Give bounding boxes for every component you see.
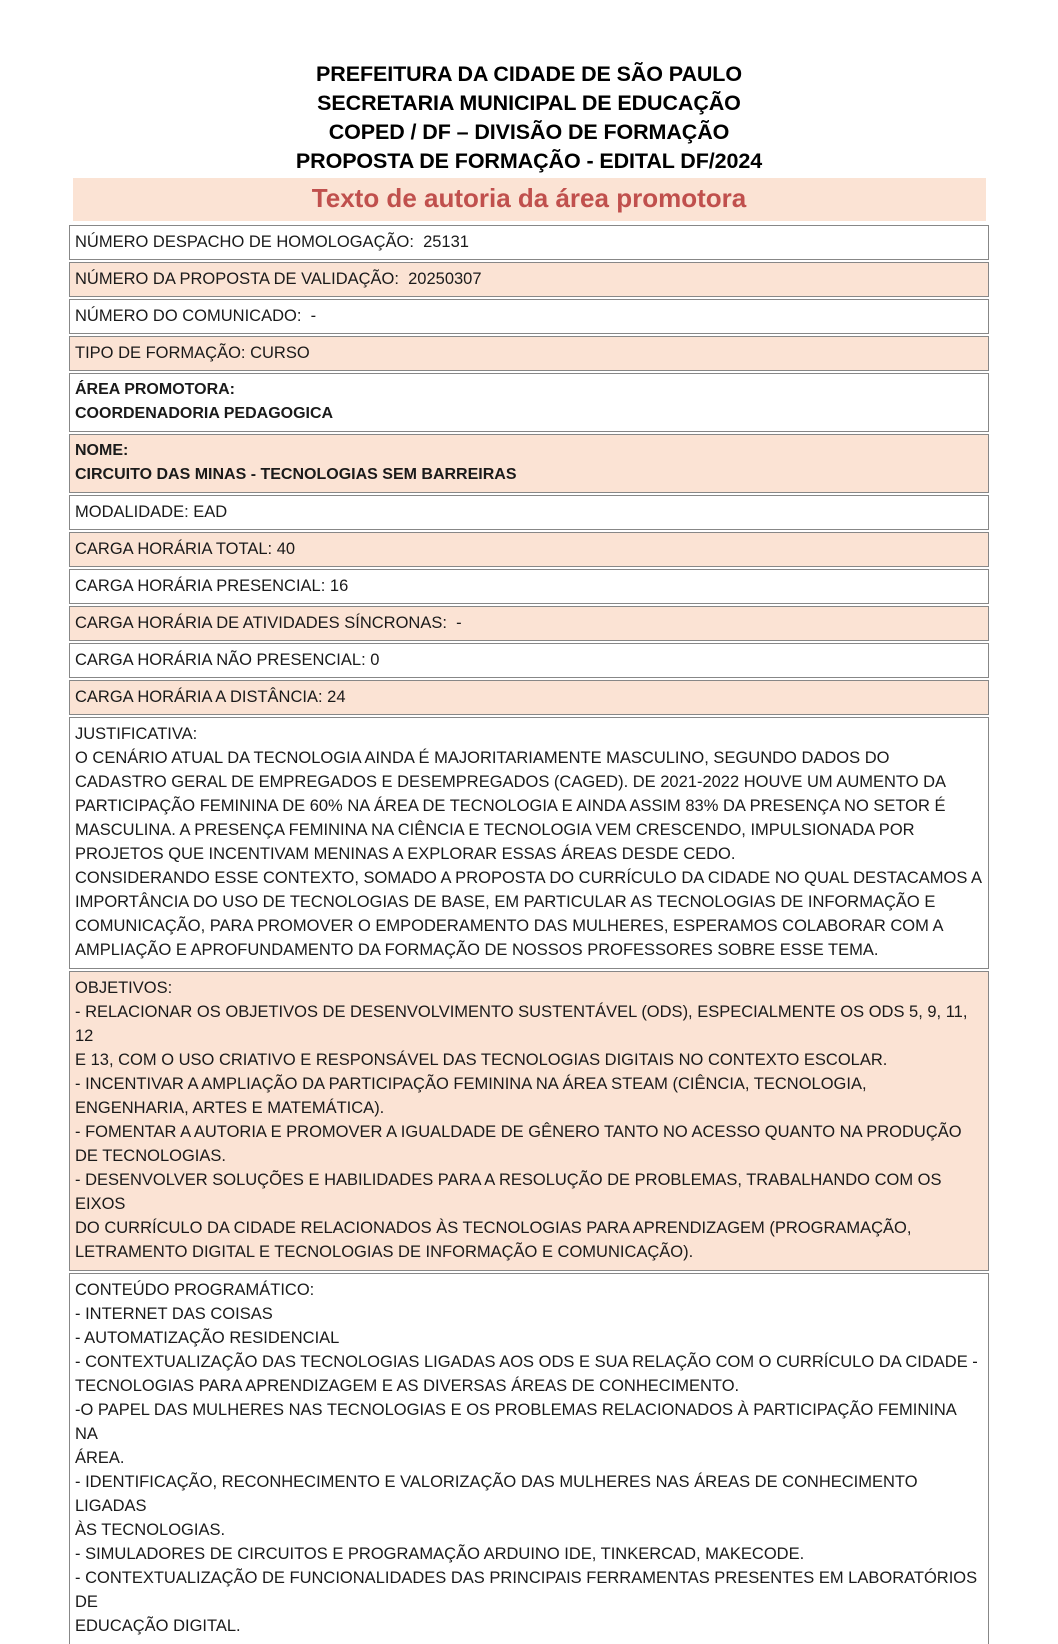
objetivos-line: - DESENVOLVER SOLUÇÕES E HABILIDADES PARA A RESOLUÇÃO DE PROBLEMAS, TRABALHANDO COM OS EIXOS (75, 1171, 947, 1213)
conteudo-line: - SIMULADORES DE CIRCUITOS E PROGRAMAÇÃO ARDUINO IDE, TINKERCAD, MAKECODE. (75, 1545, 805, 1563)
objetivos-line: ENGENHARIA, ARTES E MATEMÁTICA). (75, 1099, 385, 1117)
row-tipo-formacao (69, 336, 989, 371)
conteudo-line: EDUCAÇÃO DIGITAL. (75, 1617, 241, 1635)
document-header (0, 0, 1058, 176)
field-carga-horaria-total: CARGA HORÁRIA TOTAL: 40 (75, 540, 296, 558)
row-carga-horaria-total (69, 532, 989, 567)
justificativa-line: AMPLIAÇÃO E APROFUNDAMENTO DA FORMAÇÃO DE NOSSOS PROFESSORES SOBRE ESSE TEMA. (75, 941, 879, 959)
row-area-promotora (69, 373, 989, 432)
row-carga-horaria-sincronas (69, 606, 989, 641)
conteudo-line: TECNOLOGIAS PARA APRENDIZAGEM E AS DIVERSAS ÁREAS DE CONHECIMENTO. (75, 1377, 740, 1395)
value-nome: CIRCUITO DAS MINAS - TECNOLOGIAS SEM BARREIRAS (75, 466, 517, 483)
justificativa-line: IMPORTÂNCIA DO USO DE TECNOLOGIAS DE BASE, EM PARTICULAR AS TECNOLOGIAS DE INFORMAÇÃO E (75, 893, 936, 911)
field-carga-horaria-distancia: CARGA HORÁRIA A DISTÂNCIA: 24 (75, 688, 346, 706)
justificativa-line: PROJETOS QUE INCENTIVAM MENINAS A EXPLORAR ESSAS ÁREAS DESDE CEDO. (75, 845, 736, 863)
row-carga-horaria-nao-presencial (69, 643, 989, 678)
value-area-promotora: COORDENADORIA PEDAGOGICA (75, 405, 334, 422)
row-carga-horaria-distancia (69, 680, 989, 715)
objetivos-line: - INCENTIVAR A AMPLIAÇÃO DA PARTICIPAÇÃO FEMININA NA ÁREA STEAM (CIÊNCIA, TECNOLOGIA, (75, 1075, 867, 1093)
field-comunicado: NÚMERO DO COMUNICADO: - (75, 307, 317, 325)
conteudo-line: - IDENTIFICAÇÃO, RECONHECIMENTO E VALORIZAÇÃO DAS MULHERES NAS ÁREAS DE CONHECIMENTO LIGADAS (75, 1473, 923, 1515)
conteudo-line: - CONTEXTUALIZAÇÃO DAS TECNOLOGIAS LIGADAS AOS ODS E SUA RELAÇÃO COM O CURRÍCULO DA CIDADE - (75, 1353, 978, 1371)
row-carga-horaria-presencial (69, 569, 989, 604)
objetivos-line: LETRAMENTO DIGITAL E TECNOLOGIAS DE INFORMAÇÃO E COMUNICAÇÃO). (75, 1243, 694, 1261)
header-line-proposta: PROPOSTA DE FORMAÇÃO - EDITAL DF/2024 (295, 149, 763, 173)
objetivos-line: - FOMENTAR A AUTORIA E PROMOVER A IGUALDADE DE GÊNERO TANTO NO ACESSO QUANTO NA PRODUÇÃO (75, 1123, 962, 1141)
proposta-table (69, 225, 989, 1644)
field-carga-horaria-presencial: CARGA HORÁRIA PRESENCIAL: 16 (75, 577, 349, 595)
row-objetivos (69, 971, 989, 1271)
label-area-promotora: ÁREA PROMOTORA: (75, 381, 235, 398)
conteudo-line: -O PAPEL DAS MULHERES NAS TECNOLOGIAS E OS PROBLEMAS RELACIONADOS À PARTICIPAÇÃO FEMININA NA (75, 1401, 961, 1443)
banner-title: Texto de autoria da área promotora (311, 183, 747, 213)
label-conteudo-programatico: CONTEÚDO PROGRAMÁTICO: (75, 1281, 315, 1299)
header-line-coped: COPED / DF – DIVISÃO DE FORMAÇÃO (328, 120, 730, 144)
field-carga-horaria-nao-presencial: CARGA HORÁRIA NÃO PRESENCIAL: 0 (75, 651, 380, 669)
label-justificativa: JUSTIFICATIVA: (75, 725, 198, 743)
label-nome: NOME: (75, 442, 129, 459)
conteudo-line: ÁREA. (75, 1449, 125, 1467)
objetivos-line: E 13, COM O USO CRIATIVO E RESPONSÁVEL DAS TECNOLOGIAS DIGITAIS NO CONTEXTO ESCOLAR. (75, 1051, 888, 1069)
justificativa-line: O CENÁRIO ATUAL DA TECNOLOGIA AINDA É MAJORITARIAMENTE MASCULINO, SEGUNDO DADOS DO (75, 749, 890, 767)
justificativa-line: MASCULINA. A PRESENÇA FEMININA NA CIÊNCIA E TECNOLOGIA VEM CRESCENDO, IMPULSIONADA POR (75, 821, 915, 839)
header-line-secretaria: SECRETARIA MUNICIPAL DE EDUCAÇÃO (317, 91, 741, 115)
field-modalidade: MODALIDADE: EAD (75, 503, 228, 521)
row-comunicado (69, 299, 989, 334)
field-tipo-formacao: TIPO DE FORMAÇÃO: CURSO (75, 344, 310, 362)
row-nome (69, 434, 989, 493)
row-proposta-validacao (69, 262, 989, 297)
row-justificativa (69, 717, 989, 969)
objetivos-line: DE TECNOLOGIAS. (75, 1147, 226, 1165)
label-objetivos: OBJETIVOS: (75, 979, 173, 997)
row-despacho-homologacao (69, 225, 989, 260)
field-carga-horaria-sincronas: CARGA HORÁRIA DE ATIVIDADES SÍNCRONAS: - (75, 614, 462, 632)
row-conteudo-programatico (69, 1273, 989, 1644)
conteudo-line: ÀS TECNOLOGIAS. (75, 1521, 226, 1539)
field-despacho-homologacao: NÚMERO DESPACHO DE HOMOLOGAÇÃO: 25131 (75, 233, 469, 251)
row-modalidade (69, 495, 989, 530)
justificativa-line: CADASTRO GERAL DE EMPREGADOS E DESEMPREGADOS (CAGED). DE 2021-2022 HOUVE UM AUMENTO DA (75, 773, 947, 791)
objetivos-line: - RELACIONAR OS OBJETIVOS DE DESENVOLVIMENTO SUSTENTÁVEL (ODS), ESPECIALMENTE OS ODS 5, 9, 11, 12 (75, 1003, 973, 1045)
field-proposta-validacao: NÚMERO DA PROPOSTA DE VALIDAÇÃO: 20250307 (75, 270, 482, 288)
justificativa-line: COMUNICAÇÃO, PARA PROMOVER O EMPODERAMENTO DAS MULHERES, ESPERAMOS COLABORAR COM A (75, 917, 944, 935)
header-line-prefeitura: PREFEITURA DA CIDADE DE SÃO PAULO (316, 62, 742, 86)
objetivos-line: DO CURRÍCULO DA CIDADE RELACIONADOS ÀS TECNOLOGIAS PARA APRENDIZAGEM (PROGRAMAÇÃO, (75, 1219, 912, 1237)
conteudo-line: - AUTOMATIZAÇÃO RESIDENCIAL (75, 1329, 340, 1347)
conteudo-line: - INTERNET DAS COISAS (75, 1305, 273, 1323)
conteudo-line: - CONTEXTUALIZAÇÃO DE FUNCIONALIDADES DAS PRINCIPAIS FERRAMENTAS PRESENTES EM LABORATÓRIOS DE (75, 1569, 982, 1611)
justificativa-line: CONSIDERANDO ESSE CONTEXTO, SOMADO A PROPOSTA DO CURRÍCULO DA CIDADE NO QUAL DESTACAMOS A (75, 869, 983, 887)
justificativa-line: PARTICIPAÇÃO FEMININA DE 60% NA ÁREA DE TECNOLOGIA E AINDA ASSIM 83% DA PRESENÇA NO SETOR É (75, 797, 946, 815)
banner-texto-autoria (73, 178, 986, 221)
